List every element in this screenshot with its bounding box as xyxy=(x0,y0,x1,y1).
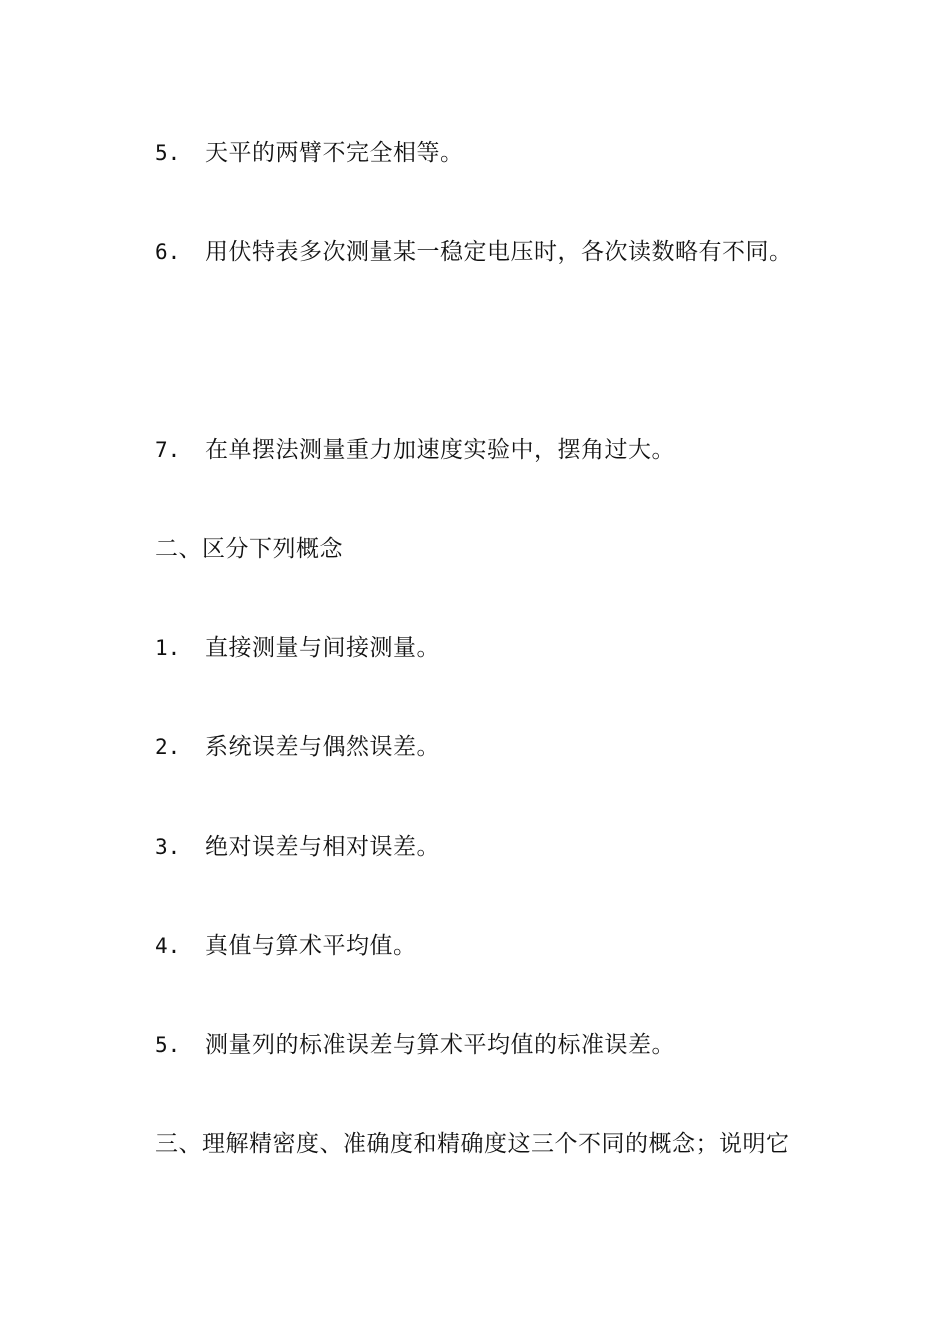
item-number: 1. xyxy=(155,636,181,660)
item-text: 直接测量与间接测量。 xyxy=(205,635,440,661)
list-item xyxy=(155,831,440,863)
item-number: 5. xyxy=(155,141,181,165)
item-text: 天平的两臂不完全相等。 xyxy=(205,140,464,166)
item-text: 系统误差与偶然误差。 xyxy=(205,734,440,760)
list-item xyxy=(155,137,464,169)
section-3-heading: 三、理解精密度、准确度和精确度这三个不同的概念；说明它 xyxy=(155,1131,790,1157)
section-heading xyxy=(155,533,343,565)
item-number: 2. xyxy=(155,735,181,759)
section-2-heading: 二、区分下列概念 xyxy=(155,536,343,562)
item-number: 5. xyxy=(155,1033,181,1057)
item-text: 绝对误差与相对误差。 xyxy=(205,834,440,860)
list-item xyxy=(155,434,675,466)
list-item xyxy=(155,236,793,268)
item-number: 3. xyxy=(155,835,181,859)
item-number: 4. xyxy=(155,934,181,958)
item-text: 真值与算术平均值。 xyxy=(205,933,417,959)
item-text: 在单摆法测量重力加速度实验中，摆角过大。 xyxy=(205,437,675,463)
section-heading xyxy=(155,1128,790,1160)
list-item xyxy=(155,1029,675,1061)
list-item xyxy=(155,930,417,962)
item-text: 用伏特表多次测量某一稳定电压时，各次读数略有不同。 xyxy=(205,239,793,265)
item-number: 7. xyxy=(155,438,181,462)
item-text: 测量列的标准误差与算术平均值的标准误差。 xyxy=(205,1032,675,1058)
item-number: 6. xyxy=(155,240,181,264)
list-item xyxy=(155,632,440,664)
list-item xyxy=(155,731,440,763)
